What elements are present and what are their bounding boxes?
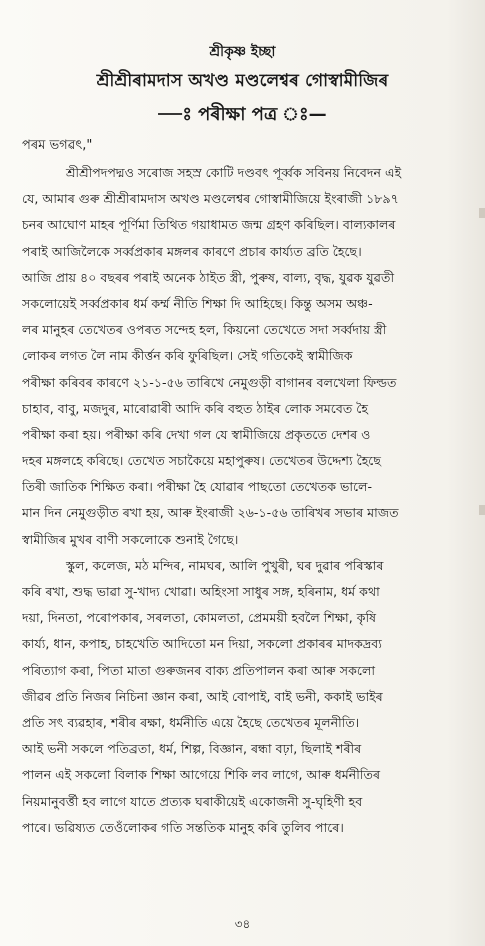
salutation: পৰম ভগৱৎ," [22, 138, 93, 153]
body-text [22, 160, 462, 841]
text-line: পৰীক্ষা কৰিবৰ কাৰণে ২১-১-৫৬ তাৰিখে নেমুগুড়ী বাগানৰ বলখেলা ফিল্ডত [22, 374, 397, 390]
text-line: দহৰ মঙ্গলহে কৰিছে। তেখেত সচাকৈয়ে মহাপুৰুষ। তেখেতৰ উদ্দেশ্য হৈছে [22, 453, 382, 469]
page-edge-mark [479, 505, 485, 515]
invocation-heading: শ্ৰীকৃষ্ণ ইচ্ছা [209, 44, 276, 60]
text-line: আজি প্ৰায় ৪০ বছৰৰ পৰাই অনেক ঠাইত স্ত্ৰী, পুৰুষ, বাল্য, বৃদ্ধ, যুৱক যুৱতী [22, 269, 395, 285]
text-line: চনৰ আঘোণ মাহৰ পূৰ্ণিমা তিথিত গয়াধামত জন্ম গ্ৰহণ কৰিছিল। বাল্যকালৰ [22, 217, 396, 233]
text-line: প্ৰতি সৎ ব্যৱহাৰ, শৰীৰ ৰক্ষা, ধৰ্মনীতি এয়ে হৈছে তেখেতৰ মূলনীতি। [22, 714, 360, 730]
text-line: লৰ মানুহৰ তেখেতৰ ওপৰত সন্দেহ হল, কিয়নো তেখেতে সদা সৰ্ব্বদায় স্ত্ৰী [22, 322, 387, 338]
text-line: দয়া, দিনতা, পৰোপকাৰ, সৰলতা, কোমলতা, প্ৰেমময়ী হবলৈ শিক্ষা, কৃষি [22, 610, 377, 626]
text-line: স্কুল, কলেজ, মঠ মন্দিৰ, নামঘৰ, আলি পুখুৰী, ঘৰ দুৱাৰ পৰিস্কাৰ [66, 557, 384, 573]
text-line: লোকৰ লগত লৈ নাম কীৰ্ত্তন কৰি ফুৰিছিল। সেই গতিকেই স্বামীজিক [22, 348, 353, 364]
text-line: স্বামীজিৰ মুখৰ বাণী সকলোকে শুনাই গৈছে। [22, 531, 239, 547]
text-line: আই ভনী সকলে পতিব্ৰতা, ধৰ্ম, শিল্প, বিজ্ঞান, ৰন্ধা বঢ়া, ছিলাই শৰীৰ [22, 741, 362, 757]
text-line: নিয়মানুবৰ্ত্তী হব লাগে যাতে প্ৰত্যক ঘৰাকীয়েই একোজনী সু-ঘৃহিণী হব [22, 793, 363, 809]
text-line: পৰীক্ষা কৰা হয়। পৰীক্ষা কৰি দেখা গল যে স্বামীজিয়ে প্ৰকৃততে দেশৰ ও [22, 426, 371, 442]
text-line: শ্ৰীশ্ৰীপদপদ্মও সৰোজ সহস্ৰ কোটি দণ্ডবৎ পূৰ্ব্বক সবিনয় নিবেদন এই [66, 165, 402, 180]
text-line: তিৰী জাতিক শিক্ষিত কৰা। পৰীক্ষা হৈ যোৱাৰ পাছতো তেখেতক ভালে- [22, 479, 373, 495]
text-line: মান দিন নেমুগুড়ীত ৰখা হয়, আৰু ইংৰাজী ২৬-১-৫৬ তাৰিখৰ সভাৰ মাজত [22, 505, 399, 521]
text-line: যে, আমাৰ গুৰু শ্ৰীশ্ৰীৰামদাস অখণ্ড মণ্ডলেশ্বৰ গোস্বামীজিয়ে ইংৰাজী ১৮৯৭ [22, 191, 399, 207]
text-line: কৰি ৰখা, শুদ্ধ ভাৱা সু-খাদ্য খোৱা। অহিংসা সাধুৰ সঙ্গ, হৰিনাম, ধৰ্ম কথা [22, 584, 380, 599]
document-subtitle: —ঃ পৰীক্ষা পত্ৰ ঃ— [158, 104, 327, 125]
page-number: ৩৪ [234, 917, 251, 931]
document-title: শ্ৰীশ্ৰীৰামদাস অখণ্ড মণ্ডলেশ্বৰ গোস্বামীজিৰ [96, 71, 389, 91]
text-line: সকলোয়েই সৰ্ব্বপ্ৰকাৰ ধৰ্ম কৰ্ম্ম নীতি শিক্ষা দি আহিছে। কিন্তু অসম অঞ্চ- [22, 295, 373, 311]
page-edge-mark [479, 208, 485, 218]
text-line: পাৰে। ভৱিষ্যত তেওঁলোকৰ গতি সন্ততিক মানুহ কৰি তুলিব পাৰে। [22, 819, 344, 835]
text-line: জীৱৰ প্ৰতি নিজৰ নিচিনা জ্ঞান কৰা, আই বোপাই, বাই ভনী, ককাই ভাইৰ [22, 688, 383, 704]
text-line: পৰাই আজিলৈকে সৰ্ব্বপ্ৰকাৰ মঙ্গলৰ কাৰণে প্ৰচাৰ কাৰ্য্যত ব্ৰতি হৈছে। [22, 243, 362, 259]
text-line: পৰিত্যাগ কৰা, পিতা মাতা গুৰুজনৰ বাক্য প্ৰতিপালন কৰা আৰু সকলো [22, 662, 375, 678]
text-line: চাহাব, বাবু, মজদুৰ, মাৰোৱাৰী আদি কৰি বহুত ঠাইৰ লোক সমবেত হৈ [22, 400, 369, 416]
text-line: কাৰ্য্য, ধান, কপাহ, চাহখেতি আদিতো মন দিয়া, সকলো প্ৰকাৰৰ মাদকদ্ৰব্য [22, 636, 382, 652]
text-line: পালন এই সকলো বিলাক শিক্ষা আগেয়ে শিকি লব লাগে, আৰু ধৰ্মনীতিৰ [22, 767, 381, 783]
